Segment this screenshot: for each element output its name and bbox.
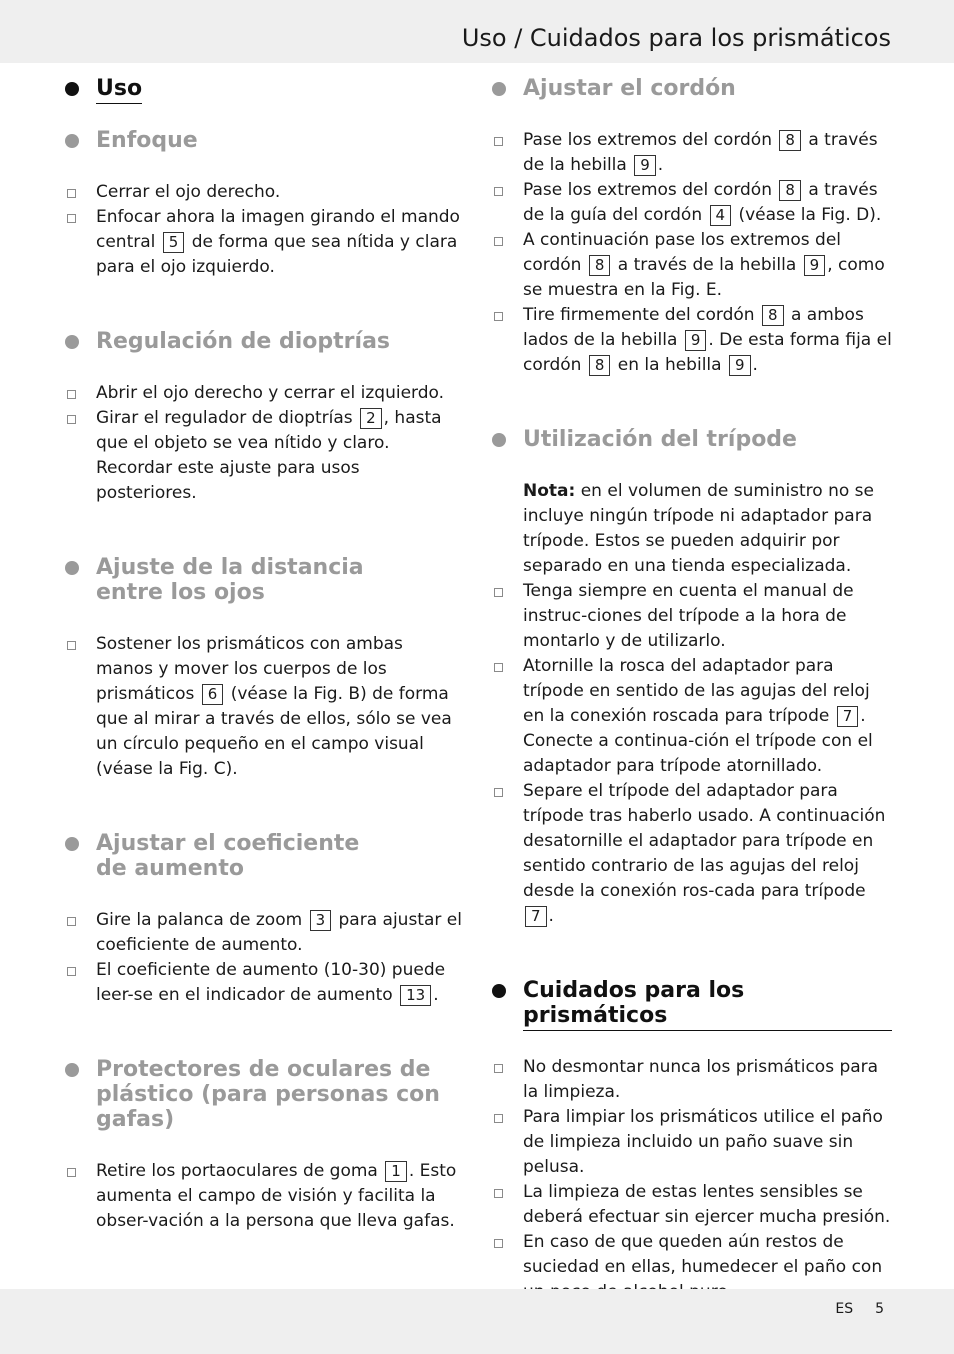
- cordon-list: [490, 128, 892, 378]
- page-header: [0, 0, 954, 63]
- list-item: Enfocar ahora la imagen girando el mando central 5 de forma que sea nítida y clara para el ojo izquierdo.: [63, 205, 463, 280]
- checkbox-square-icon: [494, 1239, 503, 1248]
- part-number-ref: 8: [589, 355, 611, 376]
- left-column: [63, 76, 463, 1234]
- list-item: Separe el trípode del adaptador para trípode tras haberlo usado. A continuación desatornille el adaptador para trípode en sentido contrario de las agujas del reloj desde la conexión ros-cada para trípode 7 .: [490, 779, 892, 929]
- checkbox-square-icon: [67, 214, 76, 223]
- list-item: Para limpiar los prismáticos utilice el paño de limpieza incluido un paño suave sin pelusa.: [490, 1105, 892, 1180]
- section-aumento: [63, 831, 463, 1008]
- section-protectores: [63, 1057, 463, 1234]
- part-number-ref: 6: [202, 684, 224, 705]
- part-number-ref: 8: [589, 255, 611, 276]
- list-item: Gire la palanca de zoom 3 para ajustar el coeficiente de aumento.: [63, 908, 463, 958]
- part-number-ref: 1: [385, 1161, 407, 1182]
- checkbox-square-icon: [67, 917, 76, 926]
- list-item: El coeficiente de aumento (10-30) puede leer-se en el indicador de aumento 13 .: [63, 958, 463, 1008]
- part-number-ref: 7: [525, 906, 547, 927]
- checkbox-square-icon: [67, 189, 76, 198]
- checkbox-square-icon: [67, 415, 76, 424]
- protectores-list: [63, 1159, 463, 1234]
- checkbox-square-icon: [494, 1064, 503, 1073]
- checkbox-square-icon: [494, 237, 503, 246]
- list-item: Retire los portaoculares de goma 1 . Esto aumenta el campo de visión y facilita la obser-vación a la persona que lleva gafas.: [63, 1159, 463, 1234]
- part-number-ref: 2: [360, 408, 382, 429]
- distancia-list: [63, 632, 463, 782]
- part-number-ref: 9: [804, 255, 826, 276]
- heading-cuidados: Cuidados para los prismáticos: [490, 978, 892, 1031]
- bullet-icon: [65, 837, 79, 851]
- section-dioptrias: [63, 329, 463, 506]
- part-number-ref: 8: [779, 180, 801, 201]
- bullet-icon: [492, 433, 506, 447]
- part-number-ref: 4: [710, 205, 732, 226]
- heading-distancia: Ajuste de la distancia entre los ojos: [63, 555, 463, 605]
- checkbox-square-icon: [67, 1168, 76, 1177]
- list-item: Cerrar el ojo derecho.: [63, 180, 463, 205]
- footer-page-number: 5: [875, 1301, 884, 1317]
- part-number-ref: 8: [762, 305, 784, 326]
- footer-lang: ES: [835, 1301, 854, 1317]
- list-item: Pase los extremos del cordón 8 a través de la hebilla 9 .: [490, 128, 892, 178]
- checkbox-square-icon: [494, 788, 503, 797]
- page-title: Uso / Cuidados para los prismáticos: [461, 24, 891, 52]
- bullet-icon: [65, 134, 79, 148]
- heading-dioptrias: Regulación de dioptrías: [63, 329, 463, 354]
- part-number-ref: 5: [163, 232, 185, 253]
- section-cuidados: [490, 978, 892, 1305]
- heading-protectores: Protectores de oculares de plástico (para personas con gafas): [63, 1057, 463, 1132]
- checkbox-square-icon: [494, 1189, 503, 1198]
- heading-tripode: Utilización del trípode: [490, 427, 892, 452]
- checkbox-square-icon: [494, 588, 503, 597]
- footer-page-info: [813, 1301, 884, 1317]
- section-enfoque: [63, 128, 463, 280]
- bullet-icon: [65, 335, 79, 349]
- part-number-ref: 7: [837, 706, 859, 727]
- list-item: Atornille la rosca del adaptador para trípode en sentido de las agujas del reloj en la conexión roscada para trípode 7 . Conecte a continua-ción el trípode con el adaptador para trípode atornillado.: [490, 654, 892, 779]
- bullet-icon: [492, 82, 506, 96]
- heading-cordon: Ajustar el cordón: [490, 76, 892, 101]
- section-tripode: [490, 427, 892, 929]
- bullet-icon: [65, 82, 79, 96]
- list-item: No desmontar nunca los prismáticos para la limpieza.: [490, 1055, 892, 1105]
- tripode-list: [490, 579, 892, 929]
- list-item: Girar el regulador de dioptrías 2 , hasta que el objeto se vea nítido y claro. Recordar este ajuste para usos posteriores.: [63, 406, 463, 506]
- part-number-ref: 9: [729, 355, 751, 376]
- checkbox-square-icon: [494, 137, 503, 146]
- checkbox-square-icon: [494, 312, 503, 321]
- bullet-icon: [492, 984, 506, 998]
- heading-uso: Uso: [63, 76, 463, 104]
- list-item: Pase los extremos del cordón 8 a través de la guía del cordón 4 (véase la Fig. D).: [490, 178, 892, 228]
- heading-enfoque: Enfoque: [63, 128, 463, 153]
- list-item: A continuación pase los extremos del cordón 8 a través de la hebilla 9 , como se muestra en la Fig. E.: [490, 228, 892, 303]
- list-item: La limpieza de estas lentes sensibles se deberá efectuar sin ejercer mucha presión.: [490, 1180, 892, 1230]
- checkbox-square-icon: [67, 390, 76, 399]
- checkbox-square-icon: [67, 967, 76, 976]
- section-cordon: [490, 76, 892, 378]
- aumento-list: [63, 908, 463, 1008]
- right-column: [490, 76, 892, 1305]
- part-number-ref: 3: [310, 910, 332, 931]
- tripode-note: Nota: en el volumen de suministro no se incluye ningún trípode ni adaptador para trípode. Estos se pueden adquirir por separado en una tienda especializada.: [523, 481, 875, 576]
- part-number-ref: 8: [779, 130, 801, 151]
- bullet-icon: [65, 1063, 79, 1077]
- list-item: Tenga siempre en cuenta el manual de instruc-ciones del trípode a la hora de montarlo y de utilizarlo.: [490, 579, 892, 654]
- checkbox-square-icon: [494, 663, 503, 672]
- part-number-ref: 13: [400, 985, 431, 1006]
- section-uso: [63, 76, 463, 104]
- list-item: Sostener los prismáticos con ambas manos y mover los cuerpos de los prismáticos 6 (véase la Fig. B) de forma que al mirar a través de ellos, sólo se vea un círculo pequeño en el campo visual (véase la Fig. C).: [63, 632, 463, 782]
- part-number-ref: 9: [685, 330, 707, 351]
- list-item: Tire firmemente del cordón 8 a ambos lados de la hebilla 9 . De esta forma fija el cordón 8 en la hebilla 9 .: [490, 303, 892, 378]
- dioptrias-list: [63, 381, 463, 506]
- checkbox-square-icon: [494, 1114, 503, 1123]
- heading-aumento: Ajustar el coeficiente de aumento: [63, 831, 463, 881]
- list-item: En caso de que queden aún restos de suciedad en ellas, humedecer el paño con: [490, 1230, 892, 1305]
- checkbox-square-icon: [67, 641, 76, 650]
- section-distancia: [63, 555, 463, 782]
- page-footer: [0, 1289, 954, 1354]
- cuidados-list: [490, 1055, 892, 1305]
- part-number-ref: 9: [634, 155, 656, 176]
- bullet-icon: [65, 561, 79, 575]
- checkbox-square-icon: [494, 187, 503, 196]
- list-item: Abrir el ojo derecho y cerrar el izquierdo.: [63, 381, 463, 406]
- enfoque-list: [63, 180, 463, 280]
